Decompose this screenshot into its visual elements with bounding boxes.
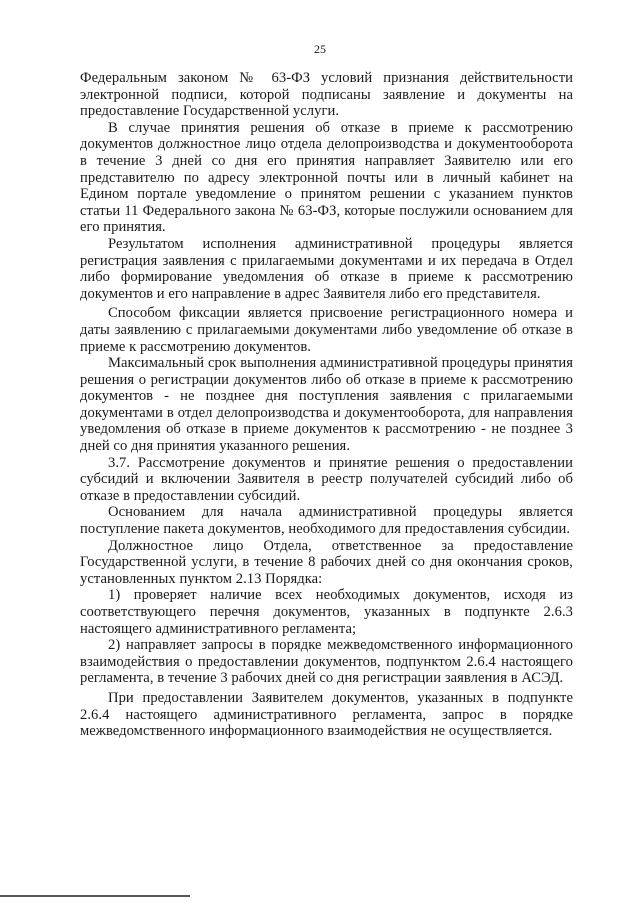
paragraph-6: 3.7. Рассмотрение документов и принятие решения о предоставлении субсидий и включении Заявителя в реестр получателей субсидий либо об отказе в предоставлении субсидий.: [80, 454, 573, 504]
paragraph-5: Максимальный срок выполнения административной процедуры принятия решения о регистрации документов либо об отказе в приеме к рассмотрению документов - не позднее дня поступления заявления с прилагаемыми документами в отдел делопроизводства и документооборота, для направления уведомления об отказе в приеме документов к рассмотрению - не позднее 3 дней со дня принятия указанного решения.: [80, 355, 573, 455]
paragraph-4: Способом фиксации является присвоение регистрационного номера и даты заявлению с прилагаемыми документами либо уведомление об отказе в приеме к рассмотрению документов.: [80, 305, 573, 355]
footer-rule: [0, 895, 190, 897]
paragraph-11: При предоставлении Заявителем документов, указанных в подпункте 2.6.4 настоящего административного регламента, запрос в порядке межведомственного информационного взаимодействия не осуществляется.: [80, 689, 573, 740]
paragraph-3: Результатом исполнения административной процедуры является регистрация заявления с прилагаемыми документами и их передача в Отдел либо формирование уведомления об отказе в приеме к рассмотрению документов и его направление в адрес Заявителя либо его представителя.: [80, 235, 573, 302]
paragraph-9: 1) проверяет наличие всех необходимых документов, исходя из соответствующего перечня документов, указанных в подпункте 2.6.3 настоящего административного регламента;: [80, 587, 573, 637]
page-number: 25: [314, 42, 326, 56]
paragraph-7: Основанием для начала административной процедуры является поступление пакета документов, необходимого для предоставления субсидии.: [80, 504, 573, 538]
paragraph-10: 2) направляет запросы в порядке межведомственного информационного взаимодействия о предоставлении документов, подпунктом 2.6.4 настоящего регламента, в течение 3 рабочих дней со дня регистрации заявления в АСЭД.: [80, 637, 573, 687]
paragraph-1: Федеральным законом № 63-ФЗ условий признания действительности электронной подписи, которой подписаны заявление и документы на предоставление Государственной услуги.: [80, 70, 573, 120]
paragraph-8: Должностное лицо Отдела, ответственное за предоставление Государственной услуги, в течение 8 рабочих дней со дня окончания сроков, установленных пунктом 2.13 Порядка:: [80, 537, 573, 587]
document-body: [80, 70, 573, 740]
paragraph-2: В случае принятия решения об отказе в приеме к рассмотрению документов должностное лицо отдела делопроизводства и документооборота в течение 3 дней со дня его принятия направляет Заявителю или его представителю по адресу электронной почты или в личный кабинет на Едином портале уведомление о принятом решении с указанием пунктов статьи 11 Федерального закона № 63-ФЗ, которые послужили основанием для его принятия.: [80, 119, 573, 236]
